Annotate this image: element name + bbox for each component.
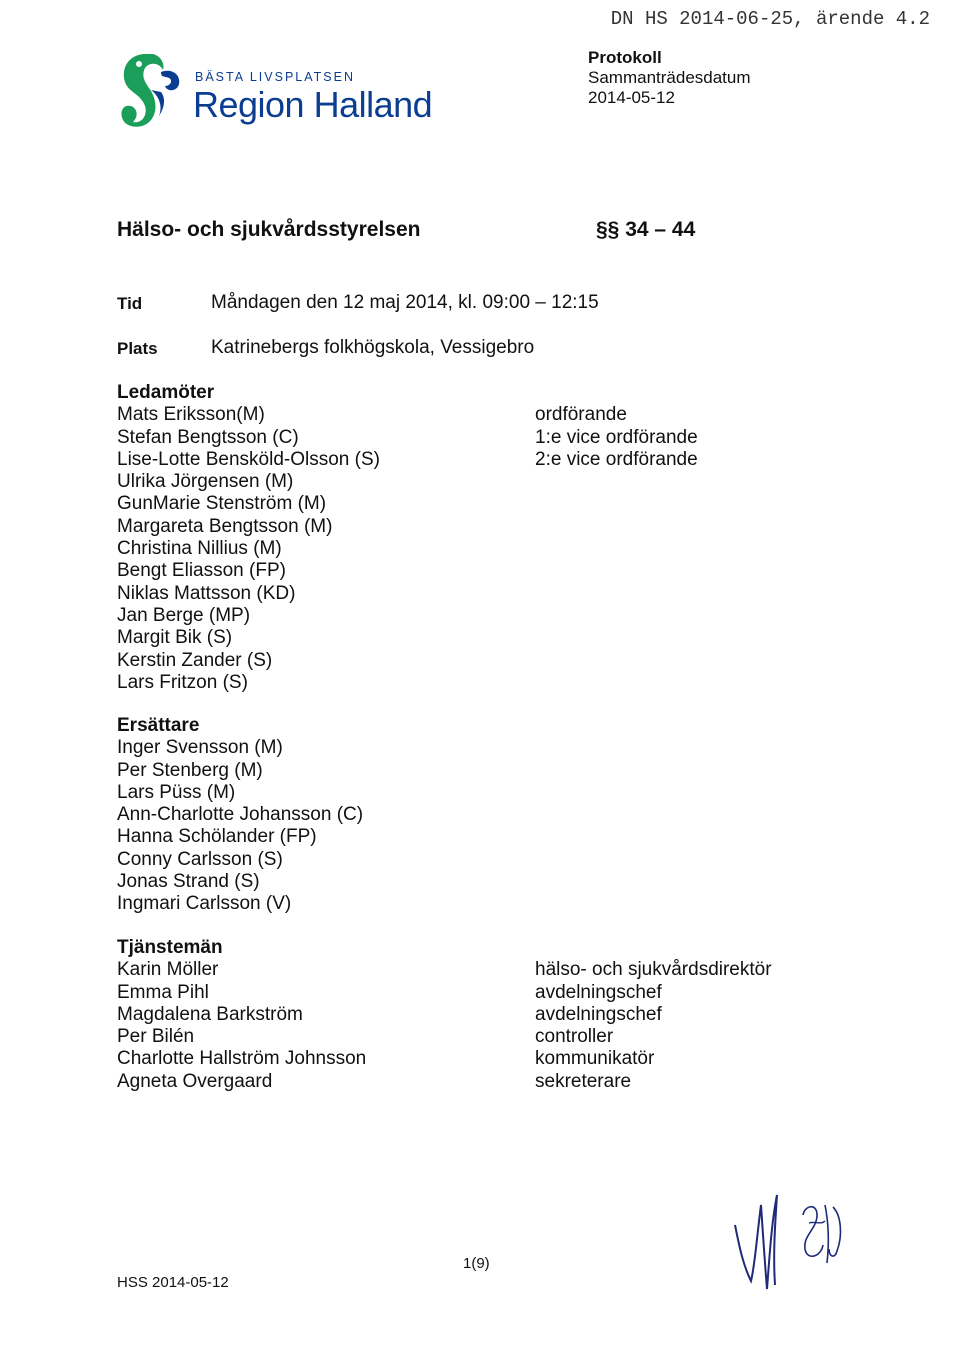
person-name: Magdalena Barkström [117, 1003, 303, 1025]
list-item [117, 737, 817, 759]
board-name: Hälso- och sjukvårdsstyrelsen [117, 218, 421, 241]
person-name: Charlotte Hallström Johnsson [117, 1048, 367, 1070]
page-number: 1(9) [463, 1255, 490, 1272]
list-item [117, 782, 817, 804]
person-name: Lars Fritzon (S) [117, 671, 248, 693]
person-name: Mats Eriksson(M) [117, 404, 265, 426]
list-item [117, 959, 817, 981]
person-name: GunMarie Stenström (M) [117, 493, 327, 515]
doc-type: Protokoll [588, 48, 662, 67]
person-name: Jan Berge (MP) [117, 604, 251, 626]
person-role: controller [535, 1026, 614, 1048]
person-name: Karin Möller [117, 959, 219, 981]
list-item [117, 583, 817, 605]
person-name: Jonas Strand (S) [117, 871, 260, 893]
place-value: Katrinebergs folkhögskola, Vessigebro [211, 337, 535, 358]
time-label: Tid [117, 294, 143, 313]
list-item [117, 427, 817, 449]
meeting-date-label: Sammanträdesdatum [588, 68, 751, 87]
substitutes-heading: Ersättare [117, 715, 200, 736]
list-item [117, 893, 817, 915]
person-name: Kerstin Zander (S) [117, 649, 273, 671]
officials-list [117, 959, 817, 1093]
seahorse-logo-icon [115, 50, 187, 130]
list-item [117, 826, 817, 848]
list-item [117, 849, 817, 871]
person-role: kommunikatör [535, 1048, 655, 1070]
person-role: hälso- och sjukvårdsdirektör [535, 959, 772, 981]
place-label: Plats [117, 339, 158, 358]
paragraph-range: §§ 34 – 44 [596, 218, 696, 241]
list-item [117, 1071, 817, 1093]
person-name: Hanna Schölander (FP) [117, 826, 317, 848]
person-name: Inger Svensson (M) [117, 737, 283, 759]
list-item [117, 471, 817, 493]
time-value: Måndagen den 12 maj 2014, kl. 09:00 – 12:15 [211, 292, 599, 313]
list-item [117, 1004, 817, 1026]
person-name: Agneta Overgaard [117, 1070, 273, 1092]
logo-tagline: BÄSTA LIVSPLATSEN [195, 70, 355, 84]
list-item [117, 1048, 817, 1070]
person-role: sekreterare [535, 1070, 632, 1092]
person-role: ordförande [535, 404, 627, 426]
list-item [117, 871, 817, 893]
list-item [117, 1026, 817, 1048]
list-item [117, 538, 817, 560]
list-item [117, 760, 817, 782]
officials-section [117, 937, 817, 1093]
person-name: Stefan Bengtsson (C) [117, 426, 299, 448]
list-item [117, 449, 817, 471]
officials-heading: Tjänstemän [117, 937, 223, 958]
person-name: Margit Bik (S) [117, 627, 233, 649]
meeting-date: 2014-05-12 [588, 88, 675, 107]
person-role: avdelningschef [535, 1003, 662, 1025]
person-name: Ingmari Carlsson (V) [117, 893, 292, 915]
document-reference: HSS 2014-05-12 [117, 1274, 229, 1291]
list-item [117, 404, 817, 426]
person-name: Lars Püss (M) [117, 781, 236, 803]
list-item [117, 516, 817, 538]
list-item [117, 627, 817, 649]
person-name: Bengt Eliasson (FP) [117, 560, 286, 582]
person-name: Margareta Bengtsson (M) [117, 515, 333, 537]
person-name: Christina Nillius (M) [117, 538, 282, 560]
person-role: 2:e vice ordförande [535, 448, 698, 470]
person-name: Ann-Charlotte Johansson (C) [117, 804, 364, 826]
person-name: Lise-Lotte Bensköld-Olsson (S) [117, 448, 380, 470]
region-halland-logo [115, 50, 455, 130]
list-item [117, 560, 817, 582]
logo-wordmark: Region Halland [193, 84, 433, 125]
person-role: avdelningschef [535, 981, 662, 1003]
document-stamp: DN HS 2014-06-25, ärende 4.2 [610, 8, 930, 30]
list-item [117, 982, 817, 1004]
members-section [117, 382, 817, 694]
handwritten-signature [725, 1185, 865, 1295]
protocol-header [588, 48, 751, 108]
person-name: Per Bilén [117, 1026, 195, 1048]
list-item [117, 650, 817, 672]
members-list [117, 404, 817, 694]
substitutes-list [117, 737, 817, 915]
person-name: Emma Pihl [117, 981, 209, 1003]
person-role: 1:e vice ordförande [535, 426, 698, 448]
person-name: Conny Carlsson (S) [117, 848, 283, 870]
list-item [117, 804, 817, 826]
list-item [117, 672, 817, 694]
list-item [117, 493, 817, 515]
person-name: Niklas Mattsson (KD) [117, 582, 296, 604]
substitutes-section [117, 715, 817, 916]
members-heading: Ledamöter [117, 382, 215, 403]
person-name: Ulrika Jörgensen (M) [117, 471, 294, 493]
person-name: Per Stenberg (M) [117, 759, 263, 781]
list-item [117, 605, 817, 627]
